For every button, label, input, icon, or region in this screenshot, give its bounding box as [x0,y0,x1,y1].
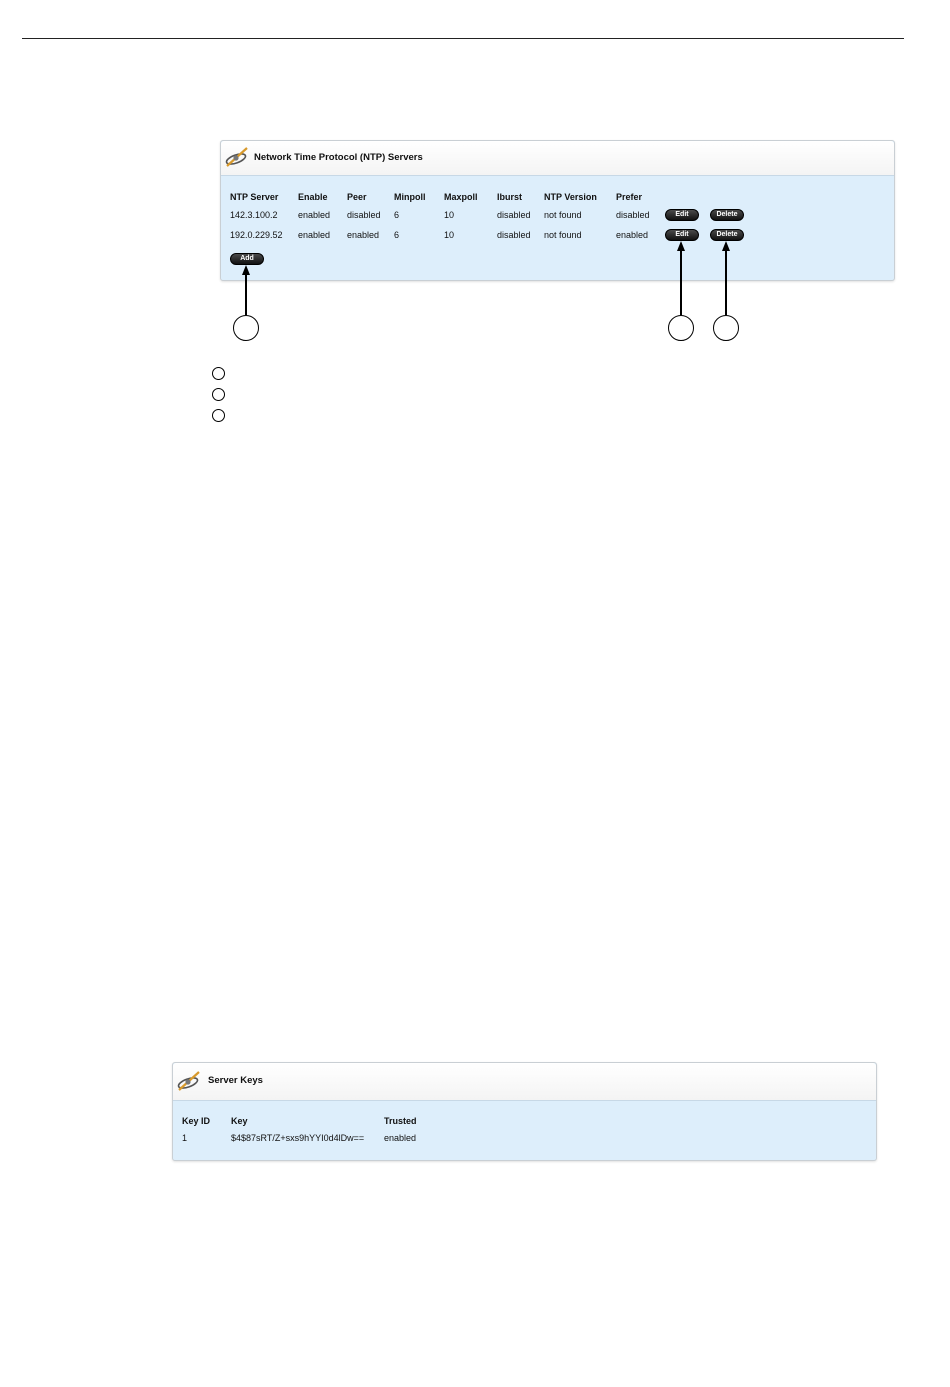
legend-circle-3 [212,409,225,422]
ntp-panel-header [221,141,894,176]
keys-panel-title: Server Keys [208,1075,263,1086]
key-row1-trusted: enabled [384,1133,417,1143]
key-row1-key: $4$87sRT/Z+sxs9hYYI0d4lDw== [231,1133,365,1143]
col-trusted: Trusted [384,1116,417,1126]
callout-circle-edit [668,315,694,341]
col-key: Key [231,1116,248,1126]
col-minpoll: Minpoll [394,192,426,202]
satellite-icon [224,144,250,170]
server-keys-panel [172,1062,877,1161]
row1-minpoll: 6 [394,210,400,220]
ntp-panel-title: Network Time Protocol (NTP) Servers [254,152,423,163]
row2-enable: enabled [298,230,331,240]
row2-edit-button[interactable]: Edit [665,229,699,241]
row1-version: not found [544,210,582,220]
row2-prefer: enabled [616,230,649,240]
row2-delete-button[interactable]: Delete [710,229,744,241]
row2-minpoll: 6 [394,230,400,240]
col-ntp-version: NTP Version [544,192,597,202]
row2-iburst: disabled [497,230,531,240]
row2-peer: enabled [347,230,380,240]
col-iburst: Iburst [497,192,523,202]
row1-maxpoll: 10 [444,210,455,220]
legend-circle-1 [212,367,225,380]
key-row1-id: 1 [182,1133,188,1143]
col-ntp-server: NTP Server [230,192,279,202]
callout-circle-add [233,315,259,341]
row1-enable: enabled [298,210,331,220]
callout-line-delete [725,248,727,315]
col-maxpoll: Maxpoll [444,192,478,202]
callout-line-add [245,272,247,315]
page-top-rule [22,38,904,39]
ntp-servers-panel [220,140,895,281]
satellite-icon [176,1068,202,1094]
legend-circle-2 [212,388,225,401]
callout-line-edit [680,248,682,315]
row1-delete-button[interactable]: Delete [710,209,744,221]
row1-iburst: disabled [497,210,531,220]
row1-server: 142.3.100.2 [230,210,278,220]
keys-panel-header [173,1063,876,1101]
col-prefer: Prefer [616,192,643,202]
row2-maxpoll: 10 [444,230,455,240]
callout-circle-delete [713,315,739,341]
row1-prefer: disabled [616,210,650,220]
col-peer: Peer [347,192,367,202]
col-enable: Enable [298,192,328,202]
add-button[interactable]: Add [230,253,264,265]
row2-version: not found [544,230,582,240]
row1-edit-button[interactable]: Edit [665,209,699,221]
col-key-id: Key ID [182,1116,211,1126]
row1-peer: disabled [347,210,381,220]
row2-server: 192.0.229.52 [230,230,283,240]
